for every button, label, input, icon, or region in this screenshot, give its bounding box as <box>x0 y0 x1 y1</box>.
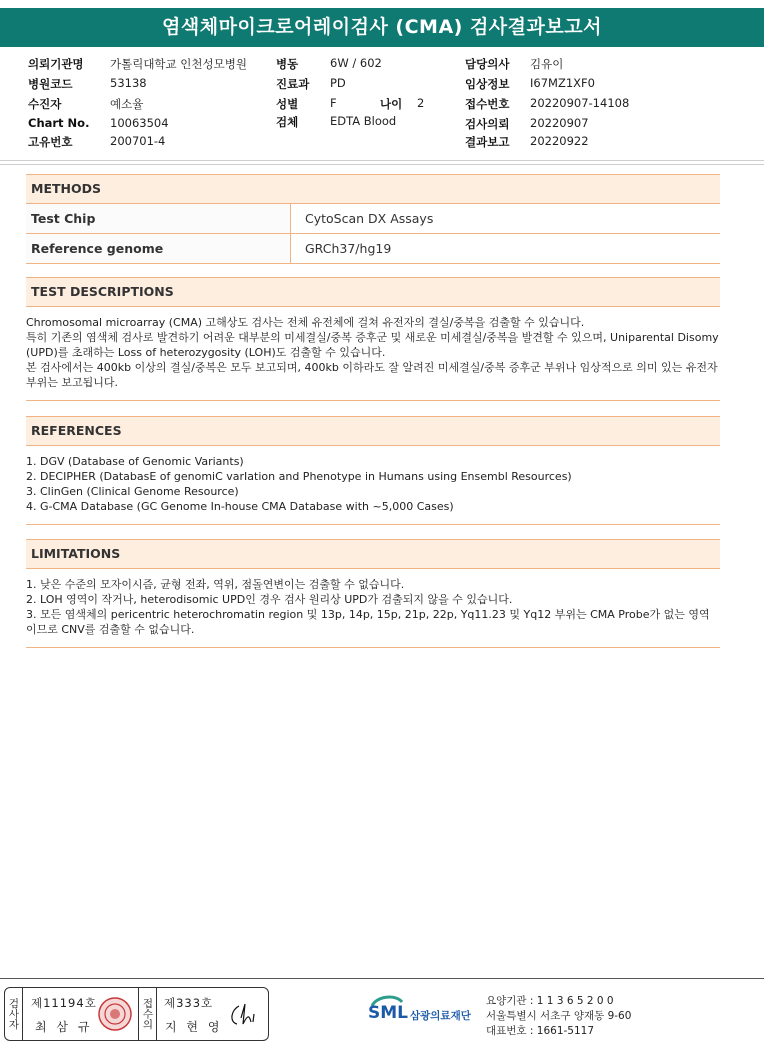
list-item: 2. LOH 영역이 작거나, heterodisomic UPD인 경우 검사 원리상 UPD가 검출되지 않을 수 있습니다. <box>26 593 513 606</box>
uid-value: 200701-4 <box>110 134 166 148</box>
examiner-seal-icon <box>97 996 133 1032</box>
ward-value: 6W / 602 <box>330 56 382 70</box>
name-value: 예소율 <box>110 97 144 111</box>
name-label: 수진자 <box>28 97 62 111</box>
specimen-value: EDTA Blood <box>330 114 397 128</box>
list-item: 1. 낮은 수준의 모자이시즘, 균형 전좌, 역위, 점돌연변이는 검출할 수 없습니다. <box>26 578 405 591</box>
descriptions-body <box>26 307 720 400</box>
receipt-label: 접수번호 <box>465 97 510 111</box>
description-line: 특히 기존의 염색체 검사로 발견하기 어려운 대부분의 미세결실/중복 증후군 및 새로운 미세결실/중복을 발견할 수 있으며, Uniparental Disomy (UPD)를 초래하는 Loss of heterozygosity (LOH)도 검출할 수 있습니다. <box>26 331 719 359</box>
footer-divider <box>0 978 764 979</box>
methods-section <box>26 174 720 264</box>
age-label: 나이 <box>380 97 403 111</box>
report-title: 염색체마이크로어레이검사 (CMA) 검사결과보고서 <box>0 8 764 47</box>
org-logo-text: SML <box>368 1003 408 1023</box>
description-line: Chromosomal microarray (CMA) 고해상도 검사는 전체 유전체에 걸쳐 유전자의 결실/중복을 검출할 수 있습니다. <box>26 316 585 329</box>
confirmer-label <box>138 988 157 1040</box>
info-divider <box>0 160 764 161</box>
sex-label: 성별 <box>276 97 299 111</box>
references-section <box>26 416 720 525</box>
org-phone: 대표번호 : 1661-5117 <box>486 1025 595 1037</box>
age-value: 2 <box>417 96 425 110</box>
hosp-code-label: 병원코드 <box>28 77 73 91</box>
list-item: 3. 모든 염색체의 pericentric heterochromatin region 및 13p, 14p, 15p, 21p, 22p, Yq11.23 및 Yq12 부위는 CMA Probe가 없는 영역이므로 CNV를 검출할 수 없습니다. <box>26 608 710 636</box>
confirmer-label-text: 접수의 <box>141 998 154 1030</box>
examiner-label-text: 검사자 <box>7 998 20 1030</box>
clinical-label: 임상정보 <box>465 77 510 91</box>
chart-label: Chart No. <box>28 116 90 130</box>
limitations-section <box>26 539 720 648</box>
test-chip-value: CytoScan DX Assays <box>291 204 721 234</box>
signature-box <box>4 987 269 1041</box>
ward-label: 병동 <box>276 57 299 71</box>
chart-value: 10063504 <box>110 116 169 130</box>
list-item: 1. DGV (Database of Genomic Variants) <box>26 455 244 468</box>
limitations-heading: LIMITATIONS <box>26 539 720 569</box>
confirmer-name: 지 현 영 <box>165 1020 223 1034</box>
descriptions-heading: TEST DESCRIPTIONS <box>26 277 720 307</box>
reference-genome-value: GRCh37/hg19 <box>291 234 721 264</box>
hospital-label: 의뢰기관명 <box>28 57 84 71</box>
references-body <box>26 446 720 524</box>
table-row <box>26 204 720 234</box>
doctor-label: 담당의사 <box>465 57 510 71</box>
request-label: 검사의뢰 <box>465 117 510 131</box>
org-contact <box>486 994 631 1039</box>
reference-genome-key: Reference genome <box>26 234 291 264</box>
hospital-value: 가톨릭대학교 인천성모병원 <box>110 57 247 71</box>
report-label: 결과보고 <box>465 135 510 149</box>
dept-label: 진료과 <box>276 77 310 91</box>
clinical-value: I67MZ1XF0 <box>530 76 595 90</box>
org-name: 삼광의료재단 <box>410 1010 471 1022</box>
receipt-value: 20220907-14108 <box>530 96 630 110</box>
org-logo <box>368 992 488 1030</box>
request-value: 20220907 <box>530 116 589 130</box>
report-value: 20220922 <box>530 134 589 148</box>
dept-value: PD <box>330 76 346 90</box>
test-chip-key: Test Chip <box>26 204 291 234</box>
methods-heading: METHODS <box>26 174 720 204</box>
uid-label: 고유번호 <box>28 135 73 149</box>
descriptions-section <box>26 277 720 401</box>
org-address: 서울특별시 서초구 양재동 9-60 <box>486 1010 632 1022</box>
examiner-number: 제11194호 <box>31 996 97 1010</box>
info-divider-2 <box>0 164 764 165</box>
list-item: 3. ClinGen (Clinical Genome Resource) <box>26 485 239 498</box>
examiner-name: 최 삼 규 <box>35 1020 93 1034</box>
references-heading: REFERENCES <box>26 416 720 446</box>
methods-table <box>26 204 720 264</box>
limitations-body <box>26 569 720 647</box>
sex-value: F <box>330 96 337 110</box>
description-line: 본 검사에서는 400kb 이상의 결실/중복은 모두 보고되며, 400kb 이하라도 잘 알려진 미세결실/중복 증후군 부위나 임상적으로 의미 있는 유전자 부위는 보고됩니다. <box>26 361 718 389</box>
specimen-label: 검체 <box>276 115 299 129</box>
doctor-value: 김유이 <box>530 57 564 71</box>
examiner-label <box>5 988 23 1040</box>
institution-code: 요양기관 : 1 1 3 6 5 2 0 0 <box>486 995 614 1007</box>
list-item: 4. G-CMA Database (GC Genome In-house CMA Database with ~5,000 Cases) <box>26 500 454 513</box>
list-item: 2. DECIPHER (DatabasE of genomiC varIation and Phenotype in Humans using Ensembl Resources) <box>26 470 572 483</box>
hosp-code-value: 53138 <box>110 76 147 90</box>
confirmer-signature-icon <box>227 1000 263 1030</box>
confirmer-number: 제333호 <box>164 996 214 1010</box>
table-row <box>26 234 720 264</box>
